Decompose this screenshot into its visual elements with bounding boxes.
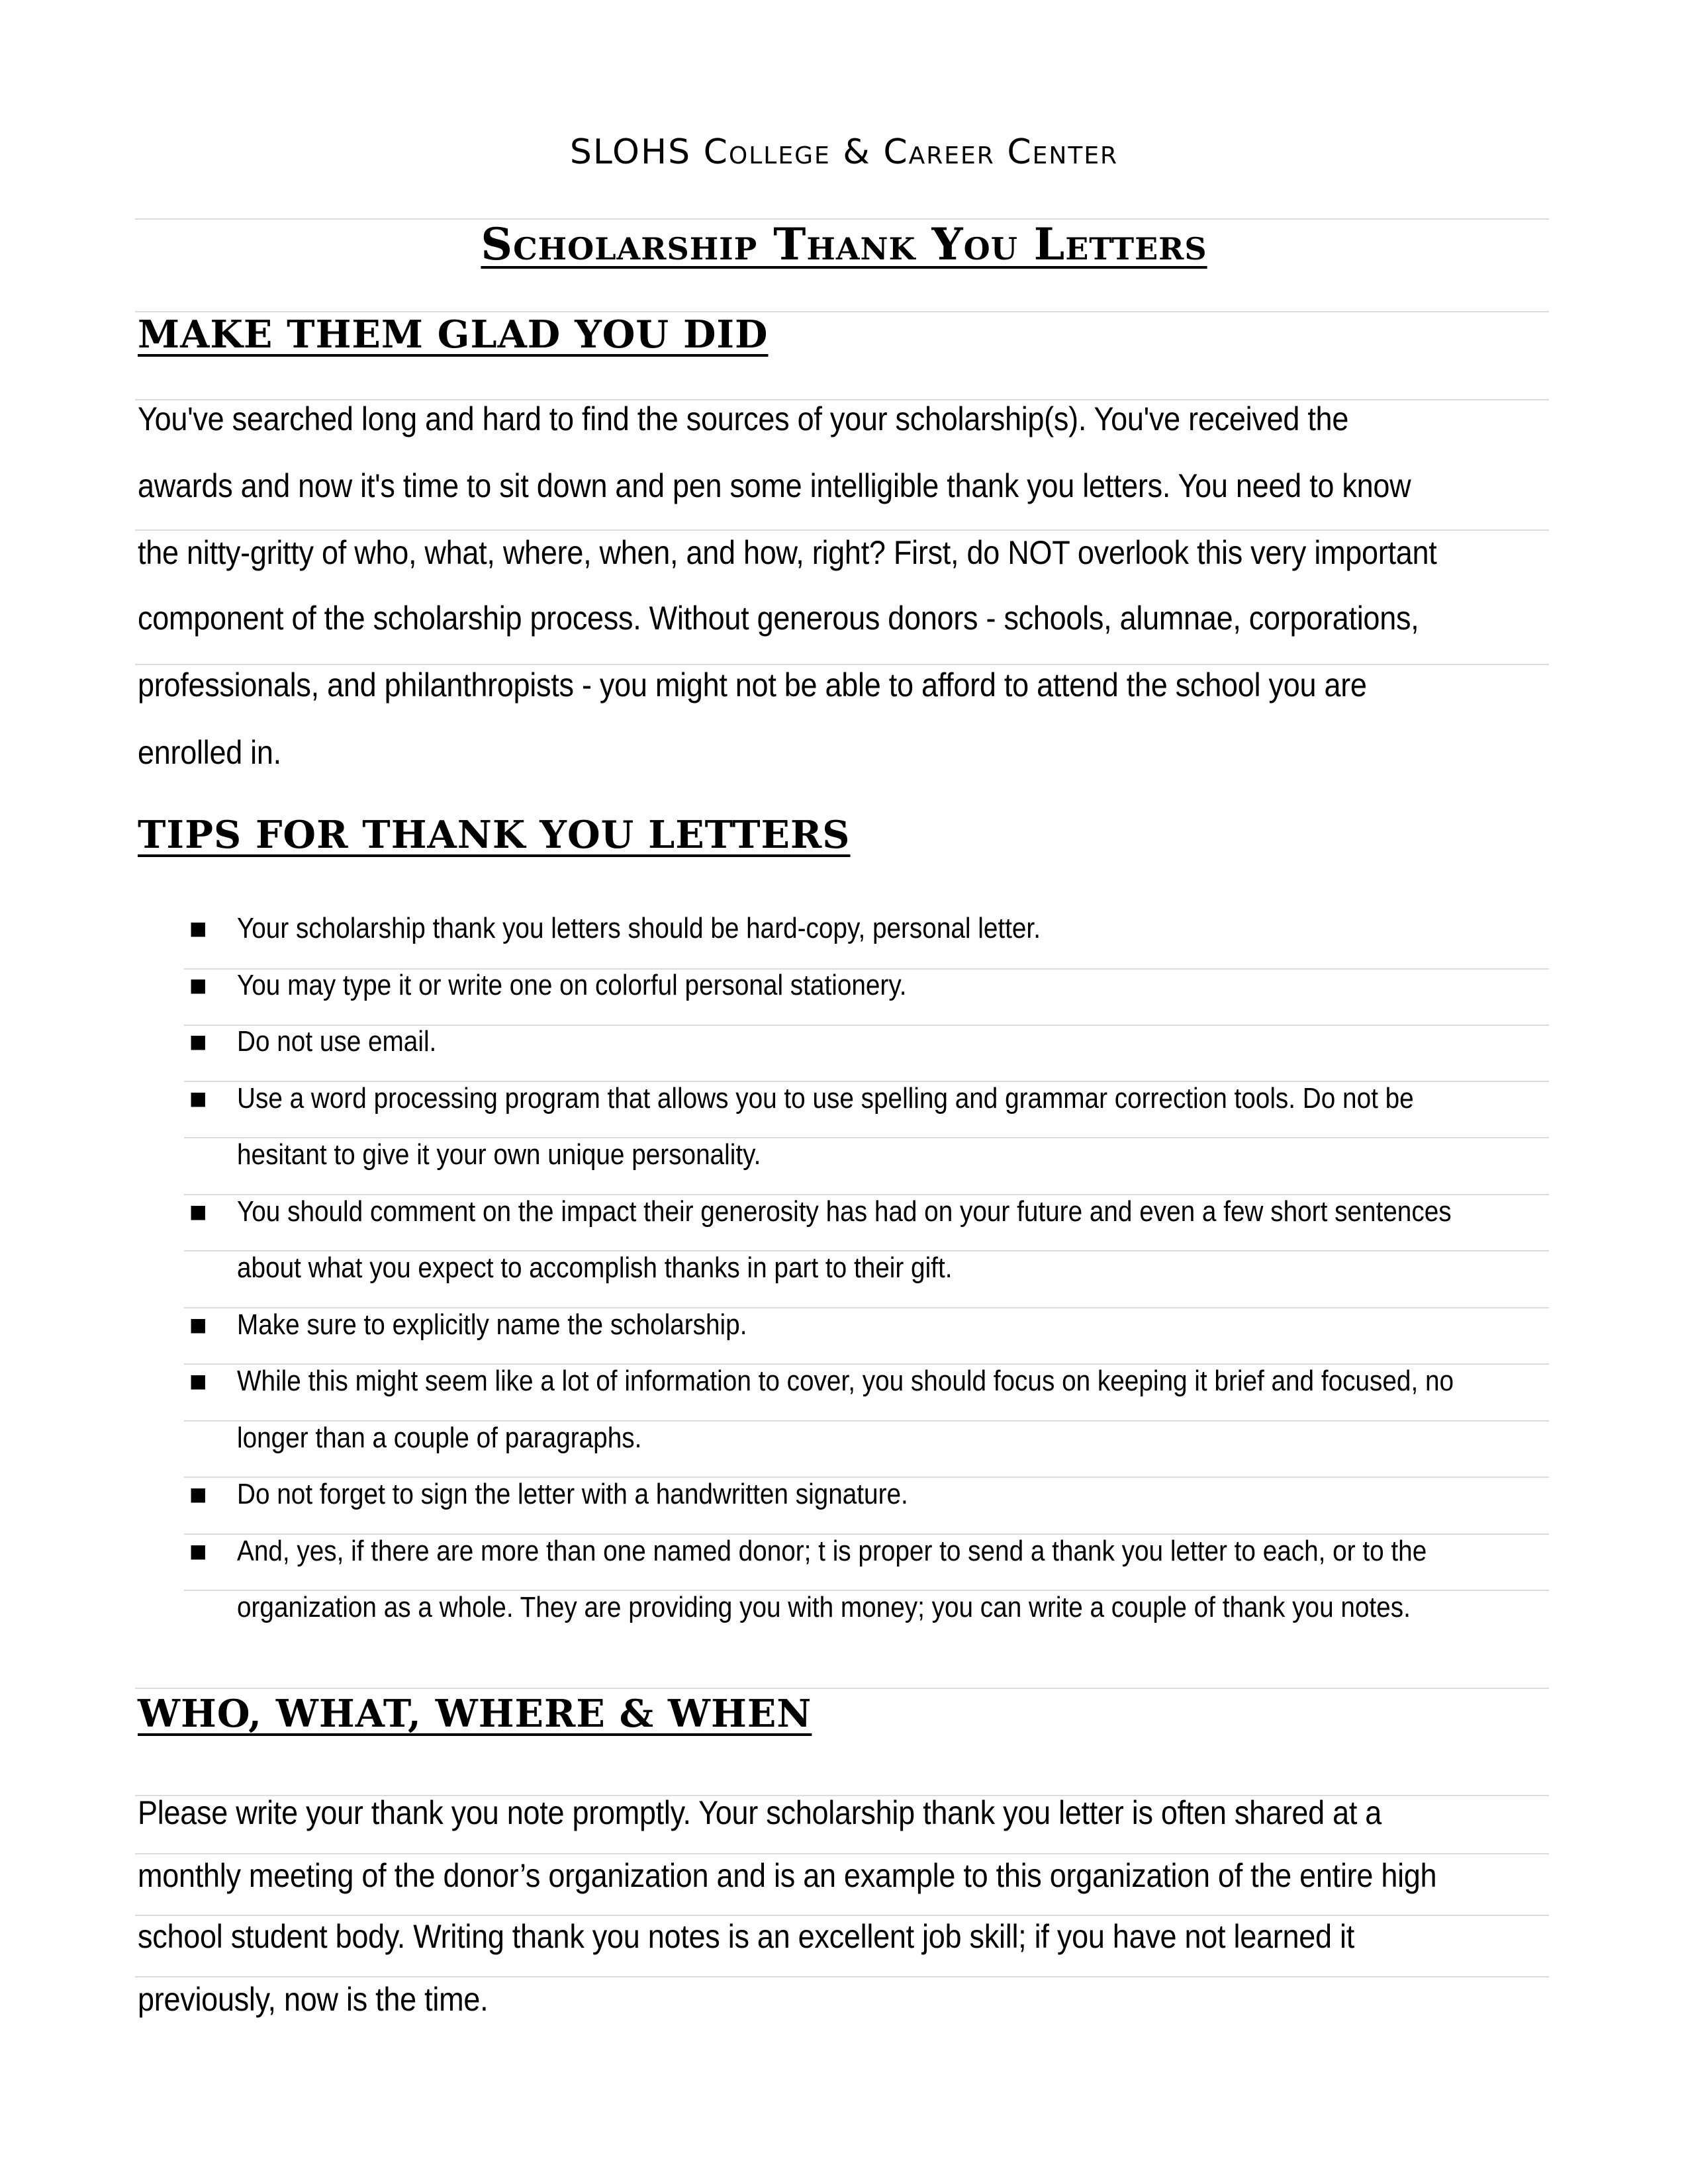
body-line: the nitty-gritty of who, what, where, when, and how, right? First, do NOT overlook this very important bbox=[138, 534, 1437, 571]
bullet: ■ bbox=[189, 1201, 207, 1222]
center-name-header: SLOHS College & Career Center bbox=[569, 132, 1119, 172]
body-line: You've searched long and hard to find the sources of your scholarship(s). You've received the bbox=[138, 400, 1349, 437]
bullet: ■ bbox=[189, 1087, 207, 1109]
divider bbox=[135, 1688, 1549, 1689]
bullet: ■ bbox=[189, 1030, 207, 1052]
section-heading-glad: MAKE THEM GLAD YOU DID bbox=[138, 312, 769, 357]
body-line: awards and now it's time to sit down and pen some intelligible thank you letters. You need to know bbox=[138, 467, 1411, 504]
bullet: ■ bbox=[189, 1540, 207, 1562]
body-line: monthly meeting of the donor’s organization and is an example to this organization of the entire high bbox=[138, 1857, 1437, 1894]
tip-line: Do not forget to sign the letter with a handwritten signature. bbox=[237, 1478, 908, 1510]
tip-line: hesitant to give it your own unique personality. bbox=[237, 1138, 761, 1171]
document-title: Scholarship Thank You Letters bbox=[481, 218, 1207, 270]
divider bbox=[135, 1976, 1549, 1978]
body-line: enrolled in. bbox=[138, 734, 281, 771]
body-line: school student body. Writing thank you notes is an excellent job skill; if you have not learned it bbox=[138, 1918, 1354, 1955]
tip-line: organization as a whole. They are providing you with money; you can write a couple of thank you notes. bbox=[237, 1591, 1411, 1623]
divider bbox=[135, 1853, 1549, 1854]
body-line: component of the scholarship process. Without generous donors - schools, alumnae, corporations, bbox=[138, 600, 1419, 637]
tip-line: And, yes, if there are more than one named donor; t is proper to send a thank you letter to each, or to the bbox=[237, 1535, 1427, 1567]
bullet: ■ bbox=[189, 917, 207, 939]
section-heading-tips: TIPS FOR THANK YOU LETTERS bbox=[138, 813, 851, 857]
tip-line: Do not use email. bbox=[237, 1025, 437, 1058]
bullet: ■ bbox=[189, 1370, 207, 1392]
tip-line: longer than a couple of paragraphs. bbox=[237, 1422, 642, 1454]
tip-line: Make sure to explicitly name the scholarship. bbox=[237, 1308, 747, 1341]
tip-line: Use a word processing program that allows you to use spelling and grammar correction tools. Do not be bbox=[237, 1082, 1414, 1115]
tip-line: While this might seem like a lot of information to cover, you should focus on keeping it brief and focused, no bbox=[237, 1365, 1454, 1397]
body-line: Please write your thank you note promptly. Your scholarship thank you letter is often shared at a bbox=[138, 1794, 1382, 1831]
tip-line: You should comment on the impact their generosity has had on your future and even a few short sentences bbox=[237, 1195, 1452, 1228]
section-heading-who: WHO, WHAT, WHERE & WHEN bbox=[138, 1692, 812, 1736]
tip-line: about what you expect to accomplish thanks in part to their gift. bbox=[237, 1251, 953, 1284]
divider bbox=[135, 664, 1549, 665]
bullet: ■ bbox=[189, 1314, 207, 1336]
bullet: ■ bbox=[189, 1483, 207, 1505]
body-line: professionals, and philanthropists - you might not be able to afford to attend the school you are bbox=[138, 666, 1367, 704]
bullet: ■ bbox=[189, 974, 207, 996]
body-line: previously, now is the time. bbox=[138, 1981, 489, 2018]
divider bbox=[135, 1915, 1549, 1916]
tip-line: Your scholarship thank you letters should be hard-copy, personal letter. bbox=[237, 912, 1041, 944]
divider bbox=[135, 529, 1549, 531]
tip-line: You may type it or write one on colorful personal stationery. bbox=[237, 969, 907, 1001]
